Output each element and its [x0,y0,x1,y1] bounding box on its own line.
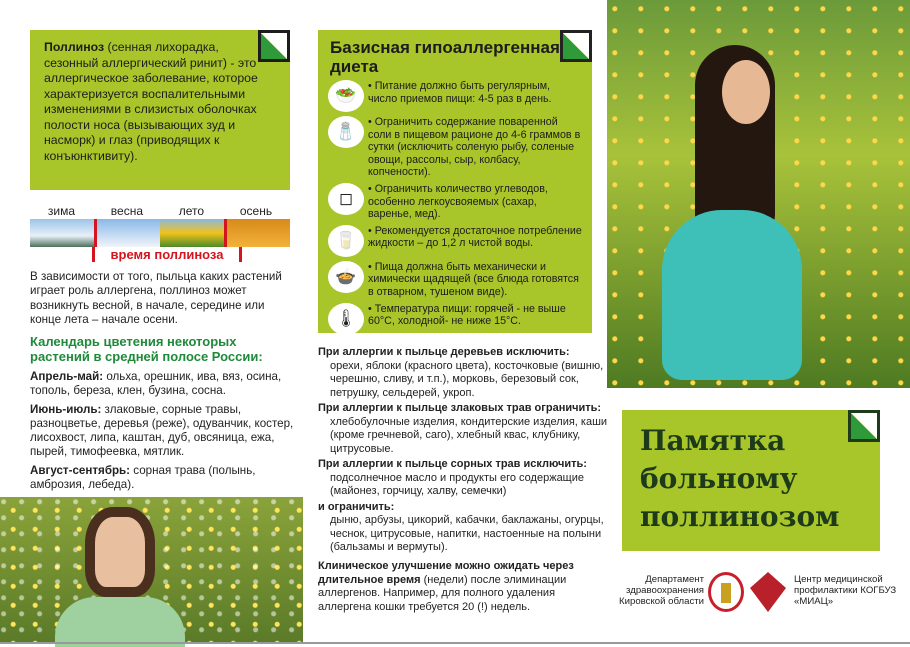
water-glass-icon: 🥛 [328,225,364,257]
allergy-heading: и ограничить: [318,500,395,513]
corner-fold [560,30,592,62]
calendar-list [30,370,295,496]
brochure-title [622,410,880,551]
diet-item-text: • Температура пищи: горячей - не выше 60°С, холодной- не ниже 15°С. [368,302,566,328]
allergy-body: дыню, арбузы, цикорий, кабачки, баклажаны, огурцы, чеснок, цитрусовые, напитки, настоенные на полыни (бальзамы и вермуты). [330,514,604,553]
term: Поллиноз [44,40,105,54]
allergy-body: подсолнечное масло и продукты его содержащие (майонез, горчицу, халву, семечки) [330,471,584,497]
diet-item [328,225,582,257]
diet-item [328,261,582,299]
sugar-cubes-icon: ◻ [328,183,364,215]
diet-box [318,30,592,333]
diet-title: Базисная гипоаллергенная диета [330,38,560,76]
period-label: Июнь-июль: [30,402,102,416]
allergy-restrictions [318,346,608,557]
pollen-season-label: время поллиноза [92,247,242,262]
period-text: злаковые, сорные травы, разноцветье, деревья (реже), одуванчик, костер, лисохвост, липа, каштан, дуб, овсяница, ежа, пырей, тимофеевка, мятлик. [30,402,294,459]
intro-box [30,30,290,190]
department-name: Департамент здравоохранения Кировской области [619,574,704,607]
season-summer: лето [178,204,205,218]
center-name: Центр медицинской профилактики КОГБУЗ «МИАЦ» [794,574,897,607]
clinical-bold: Клиническое улучшение можно ожидать через длительное время [318,560,574,586]
diet-item-text: • Пища должна быть механически и химически щадящей (все блюда готовятся в отварном, тушеном виде). [368,260,579,298]
dependence-text: В зависимости от того, пыльца каких растений играет роль аллергена, поллиноз может возникнуть весной, в начале, середине или конце лета – начале осени. [30,270,282,326]
winter-image [30,219,94,247]
allergy-body: орехи, яблоки (красного цвета), косточковые (вишню, черешню, сливу, и т.п.), морковь, березовый сок, петрушку, сельдерей, укроп. [330,359,604,399]
allergy-body: хлебобулочные изделия, кондитерские изделия, каши (кроме гречневой, саго), хлебный квас, клубнику, цитрусовые. [330,415,608,455]
period-label: Апрель-май: [30,370,104,383]
intro-text: (сенная лихорадка, сезонный аллергический ринит) - это аллергическое заболевание, которое характеризуется воспалительными изменениями в слизистых оболочках полости носа (вызывающих зуд и насморк) и глаз (приводящих к конъюнктивиту). [44,40,258,163]
salad-bowl-icon: 🥗 [328,80,364,112]
thermometer-icon: 🌡 [328,303,364,335]
salt-shaker-icon: 🧂 [328,116,364,148]
department-emblem-icon [708,572,744,612]
corner-fold [848,410,880,442]
woman-in-meadow-photo [607,0,910,388]
diet-item-text: • Питание должно быть регулярным, число приемов пищи: 4-5 раз в день. [368,80,552,105]
autumn-image [227,219,291,247]
diet-item-text: • Ограничить содержание поваренной соли в пищевом рационе до 4-6 граммов в сутки (исключить соленую рыбу, соленые овощи, рассолы, сыр, колбасу, копчености). [368,116,581,179]
title-line: больному [640,462,798,495]
cooking-pot-icon: 🍲 [328,261,364,293]
logos [612,572,910,617]
season-autumn: осень [239,204,273,218]
allergy-heading: При аллергии к пыльце злаковых трав ограничить: [318,402,602,414]
period-text: ольха, орешник, ива, вяз, осина, тополь, береза, клен, бузина, сосна. [30,370,282,398]
sneezing-girl-photo [0,497,303,644]
season-labels [30,204,290,218]
diet-item [328,183,582,221]
calendar-heading: Календарь цветения некоторых растений в средней полосе России: [30,334,263,364]
clinical-note [318,560,598,614]
period-label: Август-сентябрь: [30,463,131,477]
diet-item-text: • Рекомендуется достаточное потребление жидкости – до 1,2 л чистой воды. [368,224,582,250]
title-line: Памятка [640,424,786,457]
season-winter: зима [47,204,76,218]
allergy-heading: При аллергии к пыльце деревьев исключить: [318,346,570,358]
summer-image [160,219,224,247]
allergy-heading: При аллергии к пыльце сорных трав исключить: [318,458,587,470]
miac-emblem-icon [750,572,786,612]
corner-fold [258,30,290,62]
season-spring: весна [110,204,143,218]
diet-item [328,303,582,335]
diet-item-text: • Ограничить количество углеводов, особенно легкоусвояемых (сахар, варенье, мед). [368,182,548,221]
season-photo-strip [30,219,290,247]
diet-item [328,80,582,112]
title-line: поллинозом [640,500,840,533]
spring-image [97,219,161,247]
diet-item [328,116,582,179]
clinical-text: (недели) после элиминации аллергенов. Например, для полного удаления аллергена кошки требуется 20 (!) недель. [318,573,567,613]
period-text: сорная трава (полынь, амброзия, лебеда). [30,463,256,492]
